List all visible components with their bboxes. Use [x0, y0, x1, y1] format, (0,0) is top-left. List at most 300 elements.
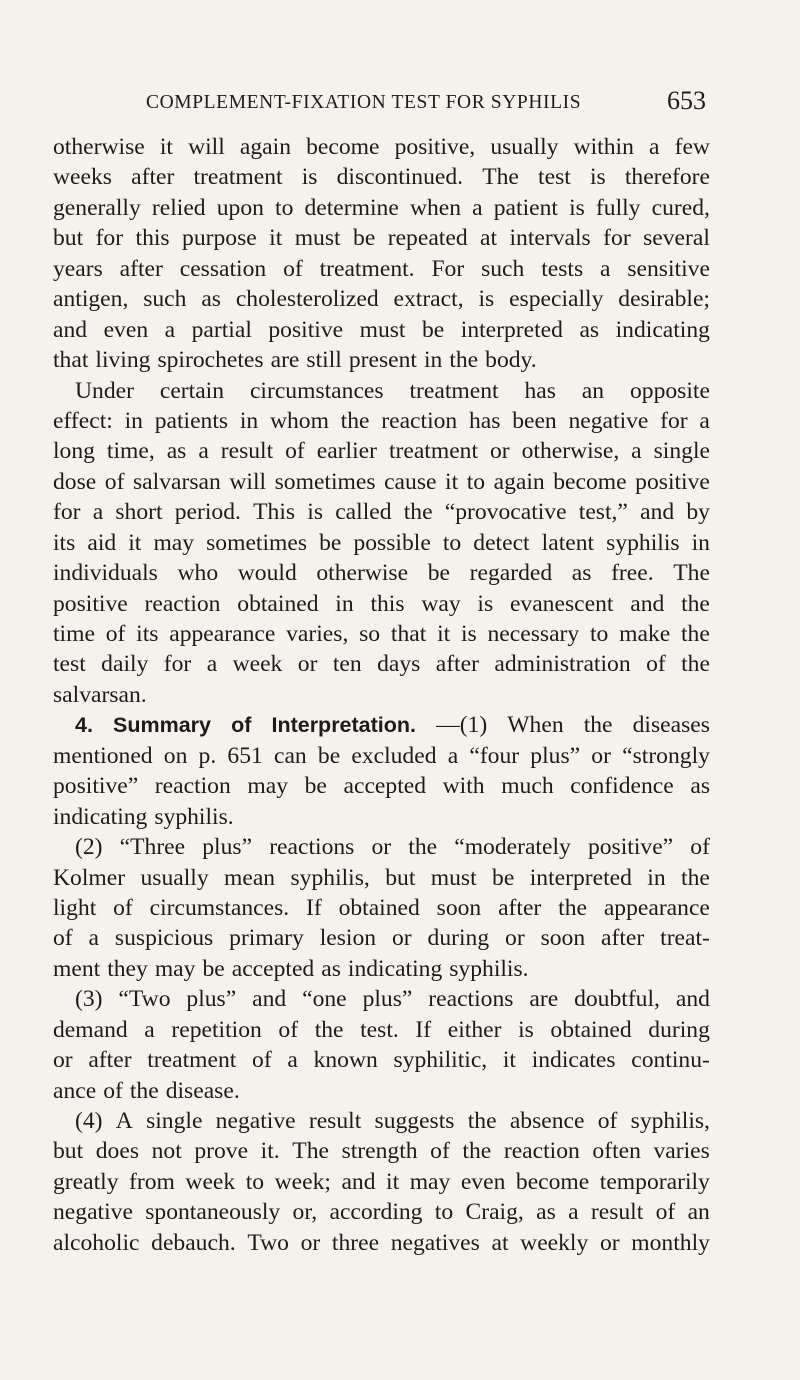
text-line: [53, 315, 710, 345]
text-line: [53, 589, 710, 619]
text-word: certain: [159, 377, 225, 404]
text-word: suggests: [374, 1108, 455, 1134]
text-line: [53, 954, 710, 984]
text-word: present: [348, 347, 417, 374]
text-word: Craig,: [465, 1199, 524, 1226]
text-word: individuals: [53, 560, 158, 587]
text-word: interpreted: [460, 316, 563, 343]
text-word: patient: [493, 194, 558, 221]
text-line: [53, 771, 710, 801]
text-word: indicating: [347, 955, 443, 982]
text-word: repetition: [171, 1016, 262, 1043]
text-line: [53, 376, 710, 406]
text-word: detect: [473, 529, 530, 556]
text-word: week: [185, 1168, 236, 1195]
text-word: in: [335, 590, 354, 617]
text-word: of: [278, 1016, 299, 1043]
text-word: for: [603, 225, 631, 252]
text-word: effect:: [53, 407, 113, 434]
text-line: [53, 467, 710, 497]
text-word: sometimes: [274, 468, 376, 495]
text-line: [53, 863, 710, 893]
text-word: plus”: [186, 986, 237, 1013]
text-word: of: [283, 255, 303, 282]
text-word: on: [163, 742, 188, 769]
text-line: [53, 254, 710, 284]
text-word: must: [294, 225, 341, 252]
text-word: syphilis.: [449, 955, 529, 982]
text-word: syphilis,: [630, 1108, 710, 1134]
text-word: result: [590, 1199, 644, 1226]
text-word: mentioned: [53, 742, 153, 769]
text-line: [53, 223, 710, 253]
text-word: will: [188, 134, 225, 160]
text-word: opposite: [629, 377, 710, 404]
text-word: A: [115, 1108, 133, 1134]
text-word: has: [524, 377, 556, 404]
text-word: temporarily: [599, 1168, 710, 1195]
text-word: as: [536, 1199, 556, 1226]
text-word: during: [648, 1016, 710, 1043]
text-word: been: [512, 407, 557, 434]
text-word: treat-: [660, 925, 710, 952]
text-word: indicating: [615, 316, 710, 343]
text-word: after: [601, 925, 645, 952]
text-word: the: [340, 407, 370, 434]
text-word: positive,: [394, 134, 476, 160]
text-word: is: [478, 286, 495, 313]
text-word: it.: [260, 1138, 280, 1165]
text-word: of: [113, 894, 133, 921]
text-word: debauch.: [151, 1229, 236, 1256]
text-word: after: [131, 164, 175, 191]
text-word: mean: [224, 864, 276, 891]
text-word: it: [159, 134, 173, 160]
text-word: be: [427, 560, 450, 587]
text-word: the: [583, 712, 613, 739]
text-word: positive”: [53, 773, 139, 800]
text-word: may: [409, 1168, 451, 1195]
text-word: as: [690, 773, 710, 800]
text-word: negative: [568, 407, 649, 434]
text-word: prove: [194, 1138, 249, 1165]
text-word: is: [301, 164, 318, 191]
text-word: “provocative: [444, 499, 567, 526]
text-word: weekly: [520, 1229, 589, 1256]
text-word: demand: [53, 1016, 128, 1043]
text-word: week: [232, 651, 283, 678]
text-line: [53, 1015, 710, 1045]
text-word: this: [370, 590, 405, 617]
text-word: after: [119, 255, 163, 282]
text-word: it: [128, 529, 142, 556]
text-word: single: [146, 1108, 203, 1134]
text-line: [53, 741, 710, 771]
text-word: long: [53, 438, 95, 465]
text-word: known: [313, 1047, 378, 1074]
text-word: it: [386, 1168, 400, 1195]
text-word: again: [493, 468, 545, 495]
text-word: syphilis: [606, 529, 680, 556]
text-word: “strongly: [622, 742, 710, 769]
text-line: [53, 1167, 710, 1197]
text-word: negative: [53, 1199, 133, 1226]
text-word: or: [505, 925, 525, 952]
page-number: 653: [667, 86, 706, 115]
text-word: salvarsan.: [53, 681, 147, 708]
text-word: cause: [384, 468, 437, 495]
text-line: [53, 984, 710, 1014]
text-word: of: [231, 713, 252, 738]
text-word: called: [335, 499, 392, 526]
text-word: test: [53, 651, 86, 678]
text-word: way: [421, 590, 461, 617]
text-word: in: [423, 347, 443, 374]
text-word: of: [252, 1047, 272, 1074]
text-word: and: [630, 590, 665, 617]
text-word: and: [675, 986, 710, 1013]
text-word: it: [445, 468, 459, 495]
text-line: [53, 345, 710, 375]
text-word: a: [568, 1199, 579, 1226]
text-word: become: [553, 468, 627, 495]
text-line: [53, 802, 710, 832]
text-word: of: [103, 1077, 123, 1104]
text-word: The: [292, 1138, 329, 1165]
text-word: appearance: [169, 621, 276, 647]
text-word: may: [153, 529, 195, 556]
text-word: otherwise: [53, 134, 145, 160]
text-word: negatives: [390, 1229, 480, 1256]
text-word: for: [53, 499, 81, 526]
text-word: or: [391, 925, 412, 952]
text-word: repeated: [387, 225, 468, 252]
text-word: but: [53, 225, 84, 252]
text-word: but: [53, 1138, 84, 1165]
text-word: but: [385, 864, 416, 891]
text-word: reaction: [144, 590, 221, 617]
text-word: three: [331, 1229, 380, 1256]
text-word: suspicious: [114, 925, 214, 952]
text-word: absence: [509, 1108, 585, 1134]
text-word: either: [447, 1016, 502, 1043]
text-word: treatment: [193, 164, 283, 191]
text-word: of: [597, 1108, 618, 1134]
text-word: negative: [215, 1108, 296, 1134]
text-word: syphilis,: [290, 864, 370, 891]
text-word: the: [681, 651, 710, 678]
text-line: [53, 923, 710, 953]
text-line: [53, 436, 710, 466]
text-word: as: [579, 316, 600, 343]
text-word: this: [135, 225, 170, 252]
text-word: according: [329, 1199, 423, 1226]
text-word: become: [306, 134, 380, 160]
text-word: are: [270, 347, 300, 374]
text-word: reaction: [154, 773, 231, 800]
text-word: they: [107, 955, 148, 982]
text-word: patients: [154, 407, 229, 434]
text-word: positive”: [587, 834, 674, 861]
text-line: [53, 132, 710, 162]
text-word: a: [92, 499, 104, 526]
text-word: may: [154, 955, 196, 982]
text-word: its: [53, 529, 76, 556]
text-word: fully: [595, 194, 641, 221]
text-word: or: [297, 651, 318, 678]
text-word: to: [589, 621, 609, 647]
text-word: for: [95, 225, 124, 252]
text-word: whom: [269, 407, 329, 434]
text-word: it: [437, 621, 451, 647]
text-word: antigen,: [53, 286, 129, 313]
text-word: reaction: [503, 1138, 580, 1165]
text-word: excluded: [351, 742, 437, 769]
text-word: again: [239, 134, 291, 160]
text-word: alcoholic: [53, 1229, 140, 1256]
text-word: usually: [140, 864, 209, 891]
text-word: purpose: [182, 225, 257, 252]
text-word: an: [687, 1199, 710, 1226]
text-word: administration: [494, 651, 631, 678]
text-word: especially: [509, 286, 604, 313]
text-word: a: [600, 255, 611, 282]
text-word: short: [115, 499, 163, 526]
text-word: the: [681, 621, 710, 647]
text-word: spirochetes: [157, 347, 264, 374]
text-word: that: [390, 621, 427, 647]
text-word: possible: [353, 529, 431, 556]
text-word: confidence: [570, 773, 674, 800]
text-word: days: [377, 651, 421, 678]
text-word: within: [573, 134, 634, 160]
text-word: in: [691, 529, 710, 556]
text-word: cholesterolized: [235, 286, 379, 313]
text-word: treatment: [147, 1047, 237, 1074]
text-line: [53, 893, 710, 923]
text-word: and: [341, 1168, 376, 1195]
text-word: the: [558, 894, 587, 921]
text-word: the: [467, 1108, 497, 1134]
text-line: [53, 710, 710, 740]
text-word: a: [198, 438, 209, 465]
text-word: of: [655, 1199, 676, 1226]
text-word: who: [177, 560, 219, 587]
text-word: a: [699, 407, 710, 434]
text-word: Under: [75, 377, 134, 404]
text-line: [53, 193, 710, 223]
text-word: circumstances.: [149, 894, 290, 921]
text-word: reactions: [269, 834, 355, 861]
text-word: or: [371, 834, 392, 861]
text-line: [53, 1076, 710, 1106]
text-word: therefore: [624, 164, 710, 191]
text-word: of: [53, 925, 73, 952]
text-line: [53, 406, 710, 436]
text-word: treatment.: [319, 255, 415, 282]
text-word: time: [53, 621, 95, 647]
text-word: the: [681, 590, 710, 617]
text-word: even: [103, 316, 149, 343]
text-word: of: [430, 1138, 450, 1165]
text-word: positive: [635, 468, 710, 495]
text-word: soon: [540, 925, 586, 952]
text-line: [53, 1045, 710, 1075]
text-word: plus”: [202, 834, 253, 861]
text-line: [53, 619, 710, 649]
text-word: of: [105, 621, 126, 647]
text-word: would: [237, 560, 297, 587]
text-line: [53, 1228, 710, 1258]
text-word: to: [466, 468, 486, 495]
text-word: with: [442, 773, 485, 800]
text-word: spontaneously: [145, 1199, 281, 1226]
text-word: the: [314, 1016, 344, 1043]
text-word: (3): [75, 986, 103, 1013]
text-word: test: [538, 164, 571, 191]
text-word: ance: [53, 1077, 97, 1104]
text-word: daily: [101, 651, 149, 678]
text-word: “Three: [119, 834, 186, 861]
text-word: or: [300, 1229, 321, 1256]
text-word: an: [581, 377, 605, 404]
text-word: obtained: [550, 1016, 632, 1043]
text-word: is: [477, 590, 494, 617]
text-word: a: [164, 316, 176, 343]
text-word: obtained: [338, 894, 420, 921]
text-word: reactions: [428, 986, 514, 1013]
text-word: does: [95, 1138, 139, 1165]
text-word: latent: [541, 529, 595, 556]
text-word: even: [460, 1168, 506, 1195]
text-word: or: [53, 1047, 73, 1074]
text-word: the: [462, 1138, 492, 1165]
body-text: [53, 132, 710, 1258]
text-word: to: [275, 194, 294, 221]
text-word: so: [359, 621, 381, 647]
text-word: positive: [53, 590, 128, 617]
text-word: after: [435, 651, 479, 678]
text-word: as: [321, 955, 341, 982]
text-word: is: [518, 1016, 534, 1043]
text-word: a: [144, 1016, 155, 1043]
text-word: “Two: [118, 986, 171, 1013]
text-word: strength: [341, 1138, 418, 1165]
text-line: [53, 558, 710, 588]
text-word: a: [649, 134, 660, 160]
text-word: relied: [151, 194, 206, 221]
text-word: Interpretation.: [271, 713, 417, 738]
text-word: continu-: [631, 1047, 710, 1074]
text-word: period.: [174, 499, 241, 526]
text-word: must: [359, 316, 406, 343]
text-word: or: [591, 742, 611, 769]
text-word: can: [273, 742, 307, 769]
text-word: become: [515, 1168, 590, 1195]
text-word: several: [643, 225, 710, 252]
text-word: time,: [106, 438, 155, 465]
text-word: be: [421, 316, 445, 343]
text-word: “four: [469, 742, 520, 769]
text-word: it: [269, 225, 283, 252]
text-word: the: [129, 1077, 159, 1104]
text-word: much: [501, 773, 554, 800]
text-word: such: [143, 286, 187, 313]
text-word: salvarsan: [133, 468, 221, 495]
text-word: of: [690, 834, 710, 861]
text-word: varies: [653, 1138, 710, 1165]
text-word: a: [206, 651, 218, 678]
text-word: that: [53, 347, 89, 374]
text-word: discontinued.: [336, 164, 464, 191]
text-word: for: [660, 407, 688, 434]
text-word: varies,: [286, 621, 349, 647]
text-word: p.: [198, 742, 217, 769]
text-line: [53, 528, 710, 558]
text-word: positive: [268, 316, 344, 343]
text-word: the: [449, 347, 479, 374]
text-word: is: [460, 621, 477, 647]
text-word: diseases: [632, 712, 710, 739]
text-word: plus”: [362, 986, 413, 1013]
text-word: the: [408, 834, 438, 861]
text-word: indicating: [53, 803, 148, 830]
text-word: partial: [191, 316, 252, 343]
text-word: is: [569, 194, 585, 221]
text-word: light: [53, 894, 97, 921]
text-word: interpreted: [529, 864, 632, 891]
text-word: a: [631, 438, 642, 465]
text-word: obtained: [237, 590, 319, 617]
text-word: be: [202, 955, 225, 982]
text-word: be: [304, 773, 327, 800]
text-word: cessation: [179, 255, 267, 282]
text-word: make: [619, 621, 671, 647]
text-word: result: [308, 1108, 362, 1134]
text-word: is: [307, 499, 324, 526]
text-word: a: [88, 925, 100, 952]
text-word: or: [489, 438, 510, 465]
text-word: the: [681, 864, 710, 891]
text-word: syphilitic,: [393, 1047, 488, 1074]
text-word: ment: [53, 955, 101, 982]
text-word: Kolmer: [53, 864, 126, 891]
running-head: COMPLEMENT-FIXATION TEST FOR SYPHILIS: [146, 92, 582, 113]
text-word: usually: [490, 134, 559, 160]
text-word: upon: [216, 194, 264, 221]
text-word: evanescent: [509, 590, 614, 617]
text-line: [53, 1106, 710, 1136]
text-word: “moderately: [454, 834, 571, 861]
text-word: as: [201, 286, 221, 313]
text-word: 651: [227, 742, 263, 769]
text-word: determine: [304, 194, 399, 221]
text-word: a: [287, 1047, 298, 1074]
text-word: it: [502, 1047, 516, 1074]
text-word: by: [686, 499, 710, 526]
text-word: in: [647, 864, 666, 891]
text-word: Summary: [113, 713, 212, 738]
text-word: be: [353, 225, 376, 252]
text-word: are: [529, 986, 559, 1013]
text-word: accepted: [231, 955, 315, 982]
text-word: during: [427, 925, 490, 952]
text-word: For: [431, 255, 465, 282]
text-word: Two: [247, 1229, 289, 1256]
text-word: and: [53, 316, 88, 343]
text-word: not: [151, 1138, 182, 1165]
text-word: test.: [360, 1016, 399, 1043]
